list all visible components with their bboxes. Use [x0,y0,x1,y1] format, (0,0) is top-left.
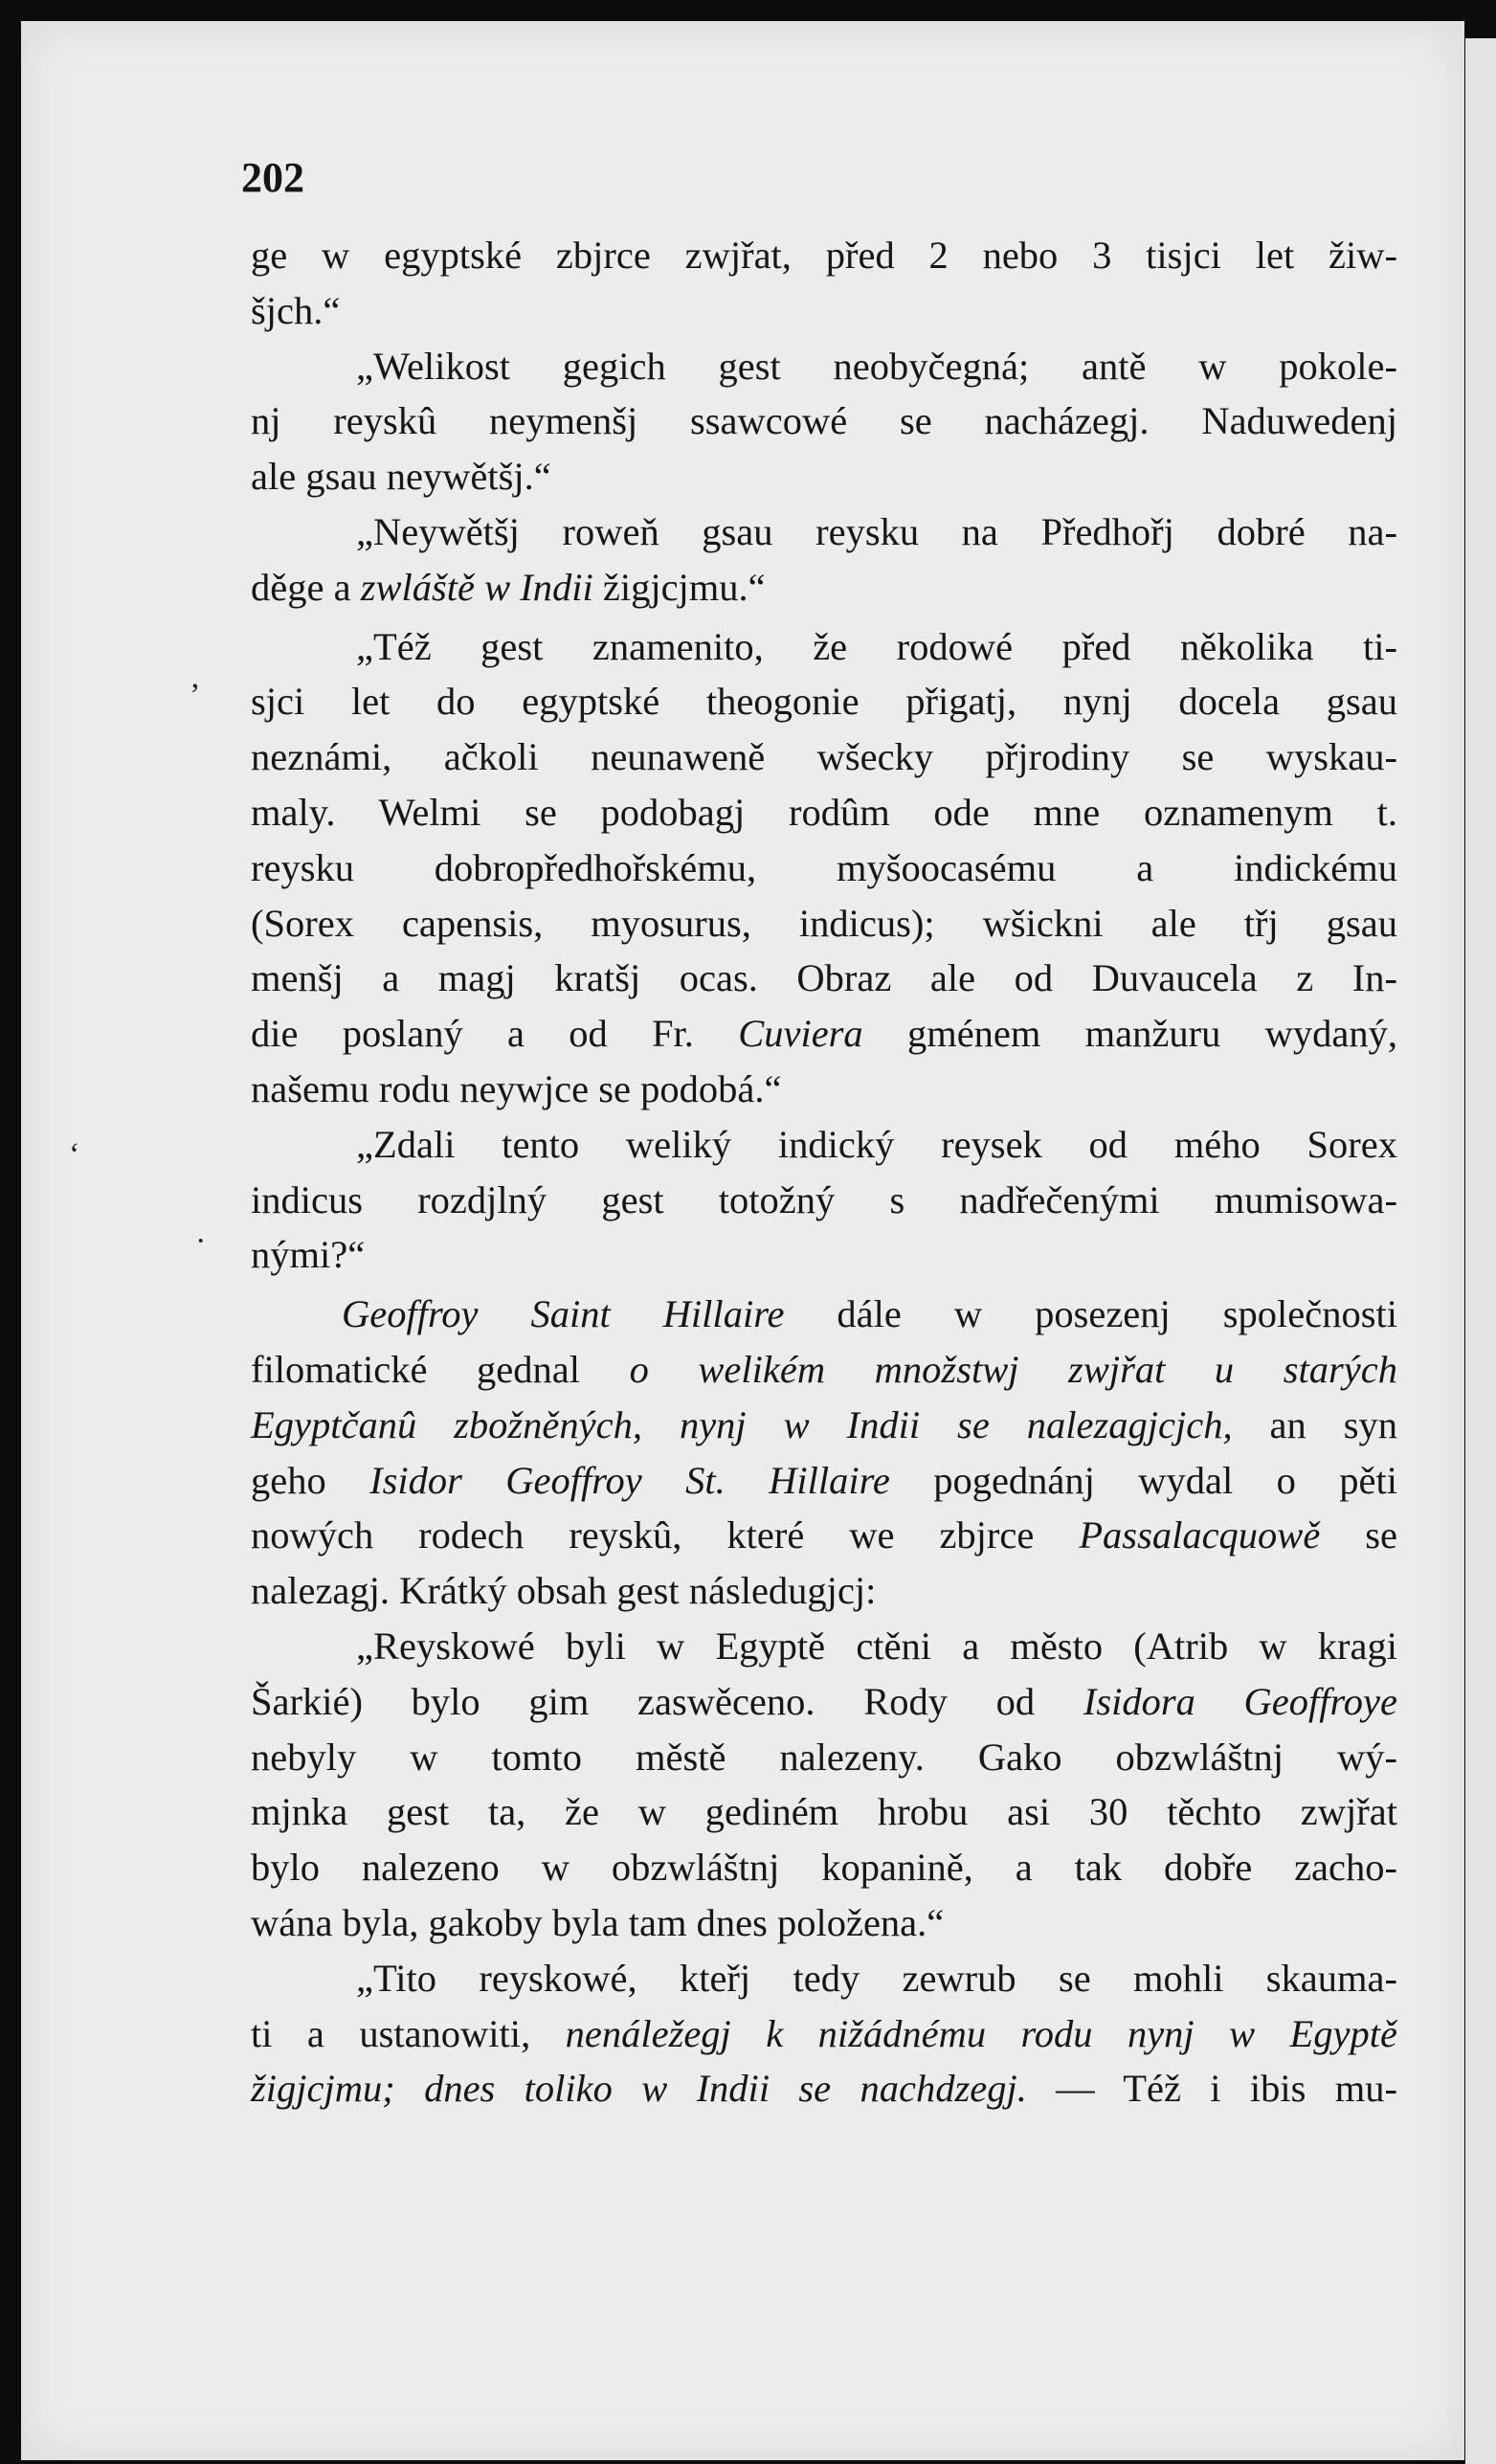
text-line: filomatické gednal o welikém množstwj zwjřat u starých [251,1347,1397,1391]
page-number: 202 [241,154,304,201]
text-line: Geoffroy Saint Hillaire dále w posezenj společnosti [342,1292,1397,1336]
margin-mark: ʼ [190,678,201,713]
text-line: „Tito reyskowé, kteřj tedy zewrub se mohli skauma- [356,1956,1397,2000]
text-line: „Welikost gegich gest neobyčegná; antě w pokole- [356,344,1397,388]
text-line: wána byla, gakoby byla tam dnes položena.“ [251,1900,945,1944]
text-line: nowých rodech reyskû, které we zbjrce Passalacquowě se [251,1513,1397,1557]
text-line: geho Isidor Geoffroy St. Hillaire pogednánj wydal o pěti [251,1458,1397,1502]
text-line: indicus rozdjlný gest totožný s nadřečenými mumisowa- [251,1177,1397,1221]
text-line: „Reyskowé byli w Egyptě ctěni a město (Atrib w kragi [356,1624,1397,1668]
text-line: nebyly w tomto městě nalezeny. Gako obzwláštnj wý- [251,1735,1397,1779]
text-line: Egyptčanû zbožněných, nynj w Indii se nalezagjcjch, an syn [251,1402,1397,1446]
text-line: „Též gest znamenito, že rodowé před několika ti- [356,624,1397,668]
text-line: ti a ustanowiti, nenáležegj k nižádnému rodu nynj w Egyptě [251,2011,1397,2055]
text-line: mjnka gest ta, že w gediném hrobu asi 30 těchto zwjřat [251,1790,1397,1834]
text-line: „Zdali tento weliký indický reysek od mého Sorex [356,1122,1397,1166]
text-line: (Sorex capensis, myosurus, indicus); wšickni ale třj gsau [251,901,1397,945]
margin-mark: ‘ [69,1137,80,1173]
text-line: nj reyskû neymenšj ssawcowé se nacházegj. Naduwedenj [251,399,1397,443]
text-line: sjci let do egyptské theogonie přigatj, nynj docela gsau [251,680,1397,724]
text-line: nalezagj. Krátký obsah gest následugjcj: [251,1569,877,1613]
text-line: maly. Welmi se podobagj rodûm ode mne oznamenym t. [251,790,1397,834]
text-line: šjch.“ [251,288,341,332]
text-line: našemu rodu neywjce se podobá.“ [251,1066,782,1110]
text-line: „Neywětšj roweň gsau reysku na Předhořj dobré na- [356,509,1397,553]
text-line: menšj a magj kratšj ocas. Obraz ale od Duvaucela z In- [251,956,1397,1000]
adjacent-page-edge [1465,38,1496,2464]
text-line: nými?“ [251,1233,366,1277]
text-line: die poslaný a od Fr. Cuviera gménem manžuru wydaný, [251,1012,1397,1056]
text-line: ale gsau neywětšj.“ [251,455,551,499]
margin-mark: · [195,1223,207,1259]
body-text [251,228,1397,2117]
text-line: bylo nalezeno w obzwláštnj kopanině, a tak dobře zacho- [251,1846,1397,1890]
text-line: ge w egyptské zbjrce zwjřat, před 2 nebo 3 tisjci let žiw- [251,234,1397,277]
text-line: reysku dobropředhořskému, myšoocasému a indickému [251,845,1397,889]
text-line: neznámi, ačkoli neunaweně wšecky přjrodiny se wyskau- [251,735,1397,779]
text-line: Šarkié) bylo gim zaswěceno. Rody od Isidora Geoffroye [251,1679,1397,1723]
text-line: děge a zwláště w Indii žigjcjmu.“ [251,565,766,609]
text-line: žigjcjmu; dnes toliko w Indii se nachdzegj. — Též i ibis mu- [251,2067,1397,2111]
